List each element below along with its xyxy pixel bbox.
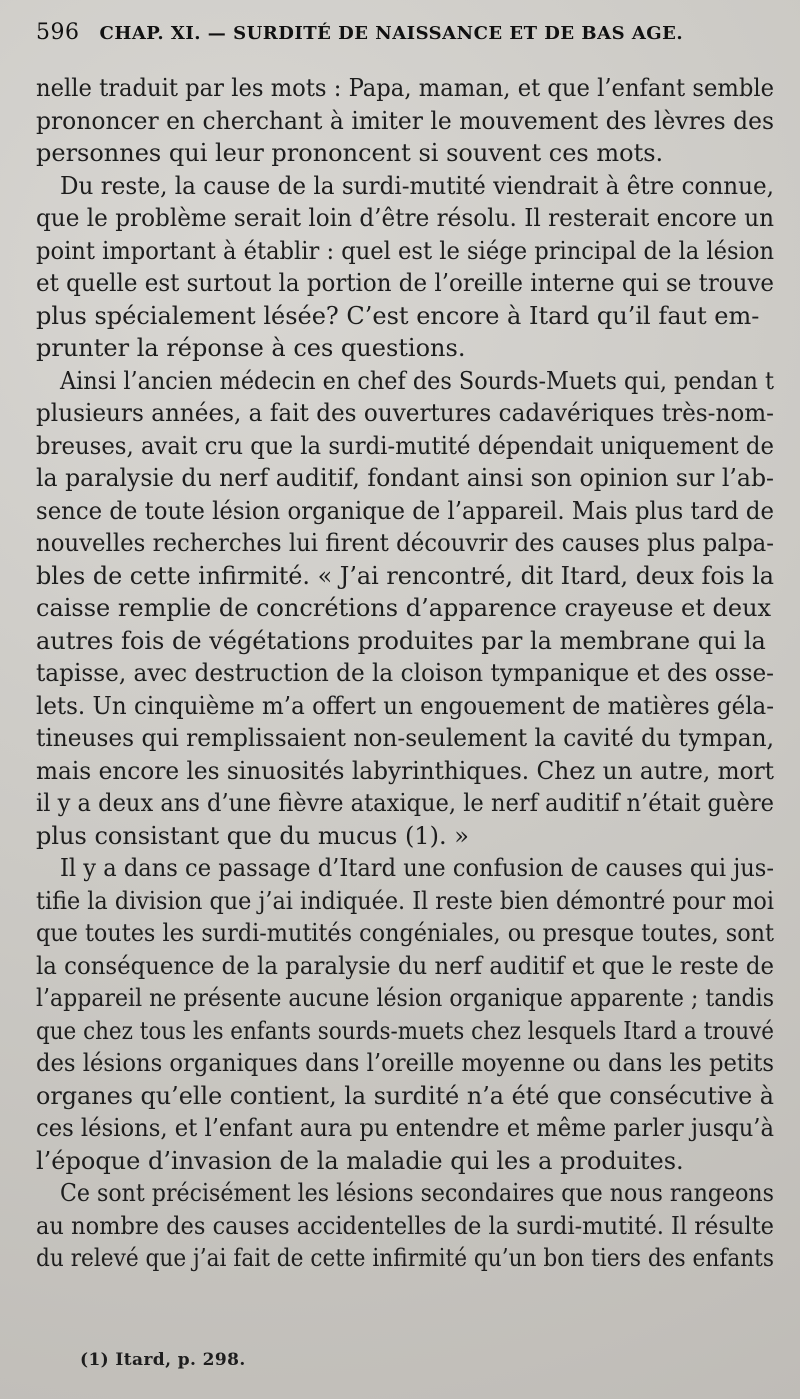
text-line: que toutes les surdi-mutités congéniales, ou presque toutes, sont bbox=[36, 919, 774, 947]
chapter-title: CHAP. XI. — SURDITÉ DE NAISSANCE ET DE BAS AGE. bbox=[99, 23, 684, 44]
paragraph bbox=[36, 365, 774, 853]
text-line: Ce sont précisément les lésions secondaires que nous rangeons bbox=[60, 1179, 774, 1207]
text-line: des lésions organiques dans l’oreille moyenne ou dans les petits bbox=[36, 1049, 774, 1077]
text-line: que le problème serait loin d’être résolu. Il resterait encore un bbox=[36, 204, 774, 232]
text-line: ces lésions, et l’enfant aura pu entendre et même parler jusqu’à bbox=[36, 1114, 774, 1142]
text-line: la paralysie du nerf auditif, fondant ainsi son opinion sur l’ab- bbox=[36, 464, 774, 492]
text-line: organes qu’elle contient, la surdité n’a été que consécutive à bbox=[36, 1081, 774, 1110]
text-line: personnes qui leur prononcent si souvent ces mots. bbox=[36, 139, 664, 167]
text-line: autres fois de végétations produites par la membrane qui la bbox=[36, 626, 766, 655]
text-line: nelle traduit par les mots : Papa, maman, et que l’enfant semble bbox=[36, 74, 774, 102]
text-line: caisse remplie de concrétions d’apparence crayeuse et deux bbox=[36, 594, 772, 622]
text-line: lets. Un cinquième m’a offert un engouement de matières géla- bbox=[36, 691, 774, 720]
text-line: au nombre des causes accidentelles de la surdi-mutité. Il résulte bbox=[36, 1211, 774, 1240]
text-line: prononcer en cherchant à imiter le mouvement des lèvres des bbox=[36, 106, 774, 135]
text-line: Du reste, la cause de la surdi-mutité viendrait à être connue, bbox=[60, 171, 774, 200]
footnote: (1) Itard, p. 298. bbox=[80, 1350, 246, 1370]
paragraph bbox=[36, 72, 774, 170]
running-head bbox=[36, 20, 774, 48]
text-line: Ainsi l’ancien médecin en chef des Sourds-Muets qui, pendan t bbox=[60, 366, 774, 395]
text-line: point important à établir : quel est le siége principal de la lésion bbox=[36, 236, 774, 265]
page-number: 596 bbox=[36, 20, 80, 45]
text-line: plus consistant que du mucus (1). » bbox=[36, 821, 469, 850]
text-line: et quelle est surtout la portion de l’oreille interne qui se trouve bbox=[36, 269, 774, 297]
text-line: nouvelles recherches lui firent découvrir des causes plus palpa- bbox=[36, 529, 774, 557]
text-line: que chez tous les enfants sourds-muets chez lesquels Itard a trouvé bbox=[36, 1016, 774, 1045]
text-line: prunter la réponse à ces questions. bbox=[36, 334, 466, 362]
text-line: plusieurs années, a fait des ouvertures cadavériques très-nom- bbox=[36, 399, 774, 427]
paragraph bbox=[36, 852, 774, 1177]
paragraph bbox=[36, 1177, 774, 1275]
text-line: mais encore les sinuosités labyrinthiques. Chez un autre, mort bbox=[36, 756, 774, 785]
text-line: breuses, avait cru que la surdi-mutité dépendait uniquement de bbox=[36, 431, 774, 460]
text-line: il y a deux ans d’une fièvre ataxique, le nerf auditif n’était guère bbox=[36, 789, 774, 817]
body-text bbox=[36, 72, 774, 1275]
text-line: tineuses qui remplissaient non-seulement la cavité du tympan, bbox=[36, 724, 774, 752]
paragraph bbox=[36, 170, 774, 365]
text-line: Il y a dans ce passage d’Itard une confusion de causes qui jus- bbox=[60, 854, 774, 882]
text-line: tifie la division que j’ai indiquée. Il reste bien démontré pour moi bbox=[36, 886, 774, 915]
text-line: bles de cette infirmité. « J’ai rencontré, dit Itard, deux fois la bbox=[36, 561, 774, 590]
text-line: sence de toute lésion organique de l’appareil. Mais plus tard de bbox=[36, 496, 774, 525]
text-line: du relevé que j’ai fait de cette infirmité qu’un bon tiers des enfants bbox=[36, 1244, 774, 1272]
text-line: la conséquence de la paralysie du nerf auditif et que le reste de bbox=[36, 951, 774, 980]
text-line: l’appareil ne présente aucune lésion organique apparente ; tandis bbox=[36, 984, 774, 1012]
text-line: l’époque d’invasion de la maladie qui les a produites. bbox=[36, 1146, 684, 1175]
text-line: plus spécialement lésée? C’est encore à Itard qu’il faut em- bbox=[36, 301, 760, 330]
text-line: tapisse, avec destruction de la cloison tympanique et des osse- bbox=[36, 659, 774, 687]
